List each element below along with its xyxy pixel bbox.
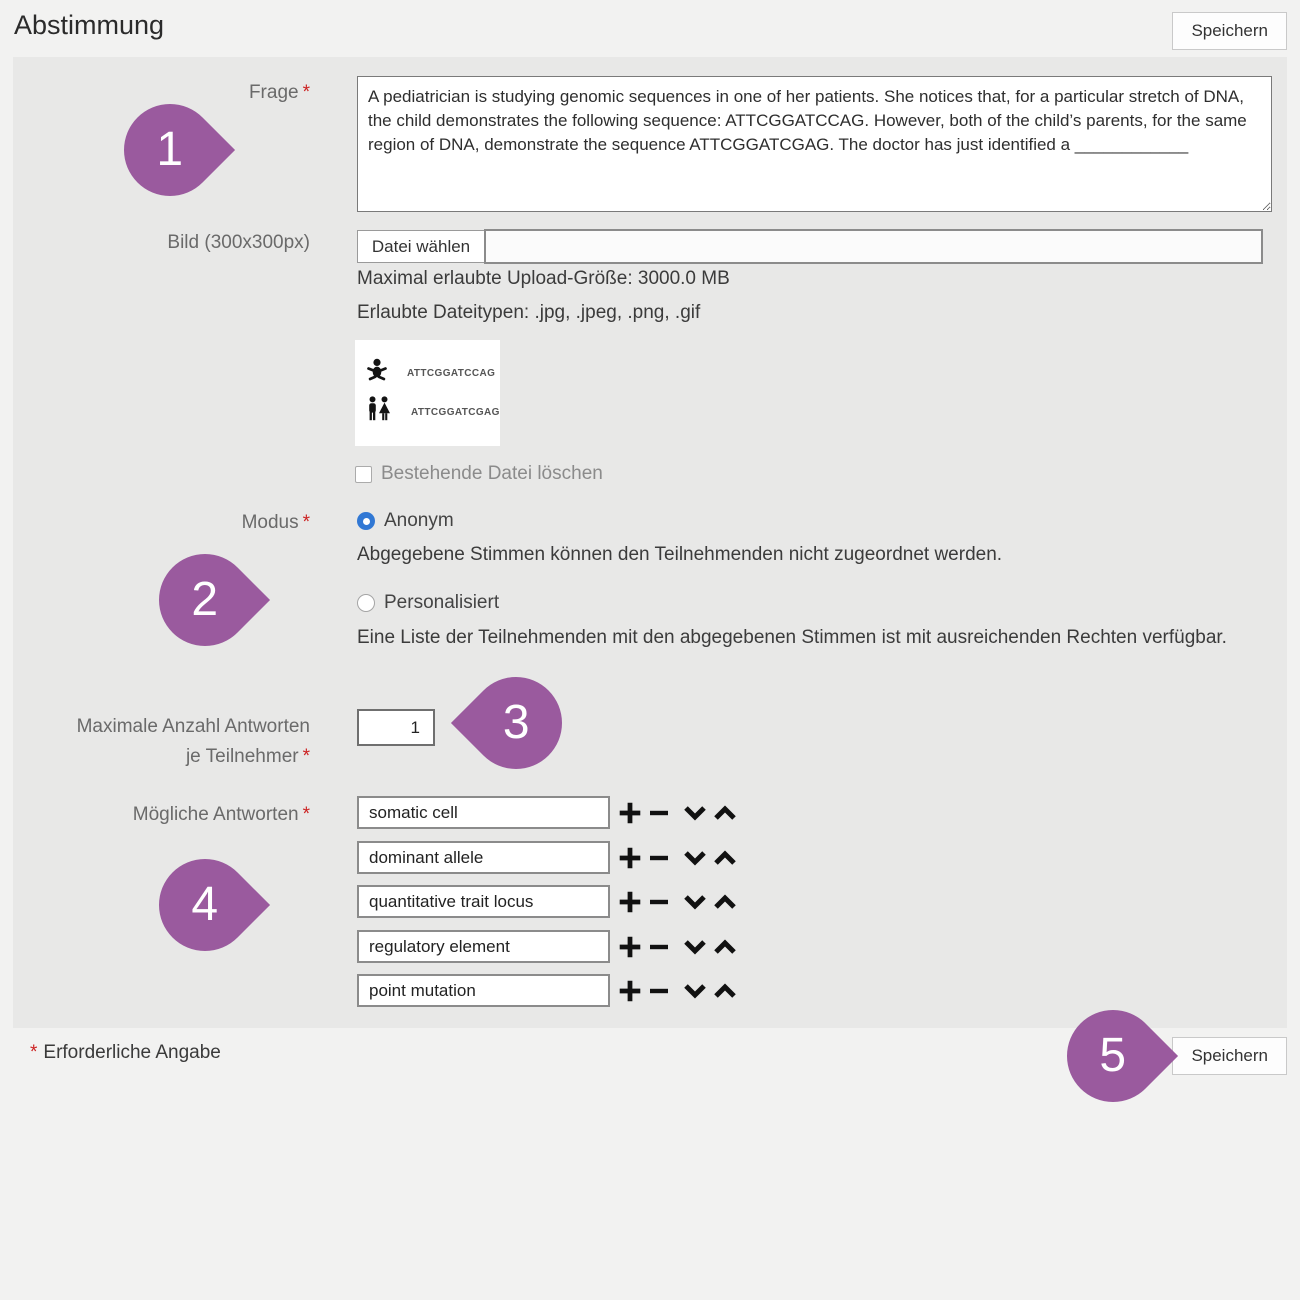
delete-file-checkbox[interactable] [355, 466, 372, 483]
answer-input[interactable] [357, 841, 610, 874]
move-up-button[interactable] [713, 889, 737, 915]
answer-input[interactable] [357, 796, 610, 829]
save-button-top[interactable]: Speichern [1172, 12, 1287, 50]
image-preview [355, 340, 500, 446]
choose-file-button[interactable]: Datei wählen [357, 230, 485, 263]
marker-number: 4 [191, 877, 219, 931]
move-up-button[interactable] [713, 978, 737, 1004]
marker-number: 1 [156, 122, 184, 176]
move-up-button[interactable] [713, 845, 737, 871]
answer-input[interactable] [357, 974, 610, 1007]
answer-row-actions [617, 978, 737, 1004]
image-label: Bild (300x300px) [167, 232, 310, 253]
marker-number: 5 [1099, 1028, 1127, 1082]
parents-sequence-text: ATTCGGATCGAG [411, 406, 500, 418]
remove-answer-button[interactable] [649, 934, 669, 960]
move-up-button[interactable] [713, 934, 737, 960]
file-name-field[interactable] [484, 229, 1263, 264]
move-down-button[interactable] [683, 889, 707, 915]
move-down-button[interactable] [683, 845, 707, 871]
personalized-option-label: Personalisiert [384, 592, 500, 613]
required-asterisk: * [302, 82, 310, 103]
question-label: Frage [248, 82, 299, 103]
required-asterisk: * [302, 512, 310, 533]
radio-unselected-icon[interactable] [357, 594, 375, 612]
move-down-button[interactable] [683, 934, 707, 960]
answer-input[interactable] [357, 885, 610, 918]
anonymous-option-label: Anonym [384, 510, 454, 531]
delete-file-label: Bestehende Datei löschen [381, 463, 603, 484]
answer-row-actions [617, 800, 737, 826]
delete-file-row [355, 463, 603, 485]
baby-icon [365, 358, 389, 389]
max-answers-label-line2: je Teilnehmer [185, 746, 299, 767]
remove-answer-button[interactable] [649, 800, 669, 826]
move-down-button[interactable] [683, 978, 707, 1004]
answer-input[interactable] [357, 930, 610, 963]
answer-row-actions [617, 934, 737, 960]
answer-row-actions [617, 889, 737, 915]
remove-answer-button[interactable] [649, 845, 669, 871]
max-answers-input[interactable] [357, 709, 435, 746]
question-label-row [0, 78, 310, 108]
add-answer-button[interactable] [617, 934, 643, 960]
mode-anonymous-option[interactable] [357, 510, 454, 532]
add-answer-button[interactable] [617, 978, 643, 1004]
add-answer-button[interactable] [617, 889, 643, 915]
max-upload-hint: Maximal erlaubte Upload-Größe: 3000.0 MB [357, 268, 730, 289]
mode-label-row [0, 508, 310, 538]
answer-row-actions [617, 845, 737, 871]
max-answers-label [0, 712, 310, 772]
marker-number: 2 [191, 572, 219, 626]
question-textarea[interactable] [357, 76, 1272, 212]
move-down-button[interactable] [683, 800, 707, 826]
personalized-help-text: Eine Liste der Teilnehmenden mit den abgegebenen Stimmen ist mit ausreichenden Rechten verfügbar. [357, 627, 1227, 648]
answers-label-row [0, 800, 310, 830]
radio-selected-icon[interactable] [357, 512, 375, 530]
remove-answer-button[interactable] [649, 889, 669, 915]
save-button-bottom[interactable]: Speichern [1172, 1037, 1287, 1075]
required-note-text: Erforderliche Angabe [43, 1042, 221, 1063]
required-asterisk: * [302, 746, 310, 767]
add-answer-button[interactable] [617, 845, 643, 871]
move-up-button[interactable] [713, 800, 737, 826]
allowed-types-hint: Erlaubte Dateitypen: .jpg, .jpeg, .png, .gif [357, 302, 701, 323]
mode-personalized-option[interactable] [357, 592, 499, 614]
answers-label: Mögliche Antworten [132, 804, 299, 825]
child-sequence-text: ATTCGGATCCAG [407, 368, 496, 379]
max-answers-label-line1: Maximale Anzahl Antworten [76, 716, 310, 737]
anonymous-help-text: Abgegebene Stimmen können den Teilnehmenden nicht zugeordnet werden. [357, 544, 1003, 565]
page-title: Abstimmung [14, 10, 165, 40]
add-answer-button[interactable] [617, 800, 643, 826]
parents-icon [365, 396, 393, 428]
remove-answer-button[interactable] [649, 978, 669, 1004]
required-note [30, 1042, 221, 1064]
mode-label: Modus [241, 512, 299, 533]
required-asterisk: * [302, 804, 310, 825]
required-asterisk: * [30, 1042, 38, 1063]
marker-number: 3 [502, 696, 530, 750]
